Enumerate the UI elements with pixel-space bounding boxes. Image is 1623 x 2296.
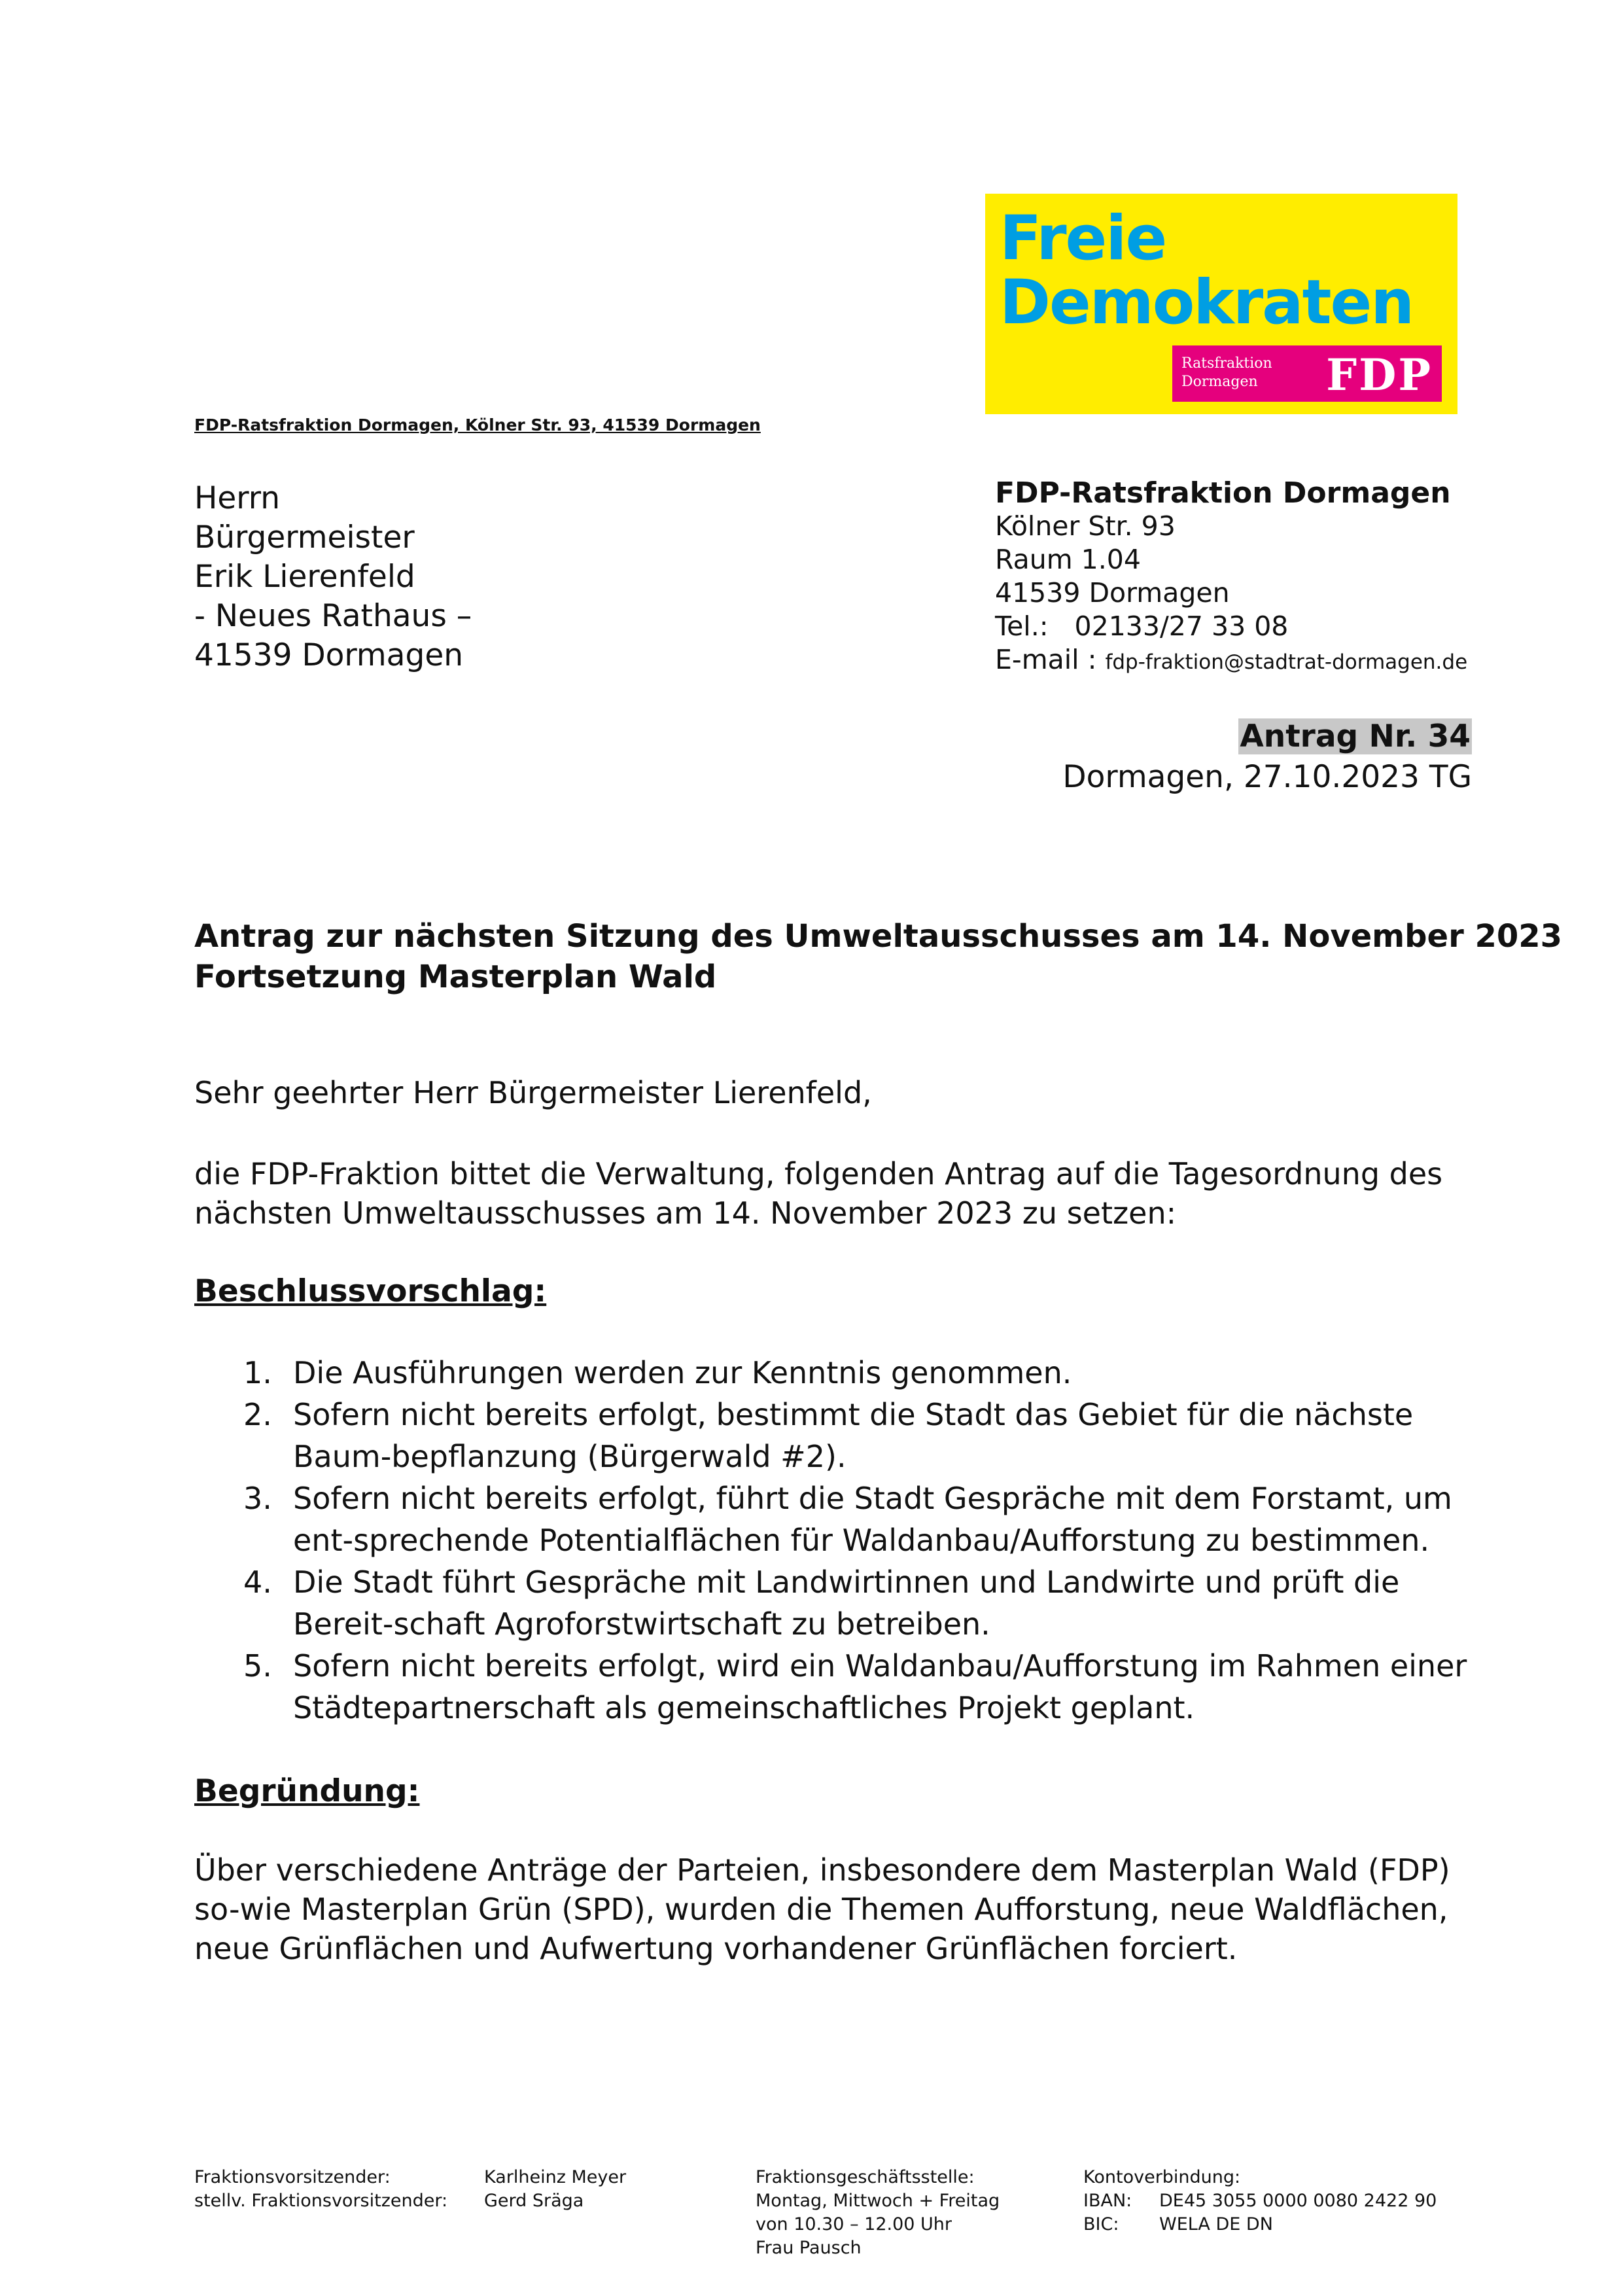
item-text: Sofern nicht bereits erfolgt, führt die Stadt Gespräche mit dem Forstamt, um ent-sprechende Potentialflächen für Waldanbau/Aufforstung zu bestimmen.	[293, 1481, 1452, 1558]
email-address: fdp-fraktion@stadtrat-dormagen.de	[1105, 650, 1468, 674]
return-org: FDP-Ratsfraktion Dormagen	[995, 476, 1451, 510]
return-email	[995, 643, 1467, 679]
item-number: 1.	[243, 1355, 272, 1390]
return-street: Kölner Str. 93	[995, 510, 1176, 542]
reason-paragraph: Über verschiedene Anträge der Parteien, insbesondere dem Masterplan Wald (FDP) so-wie Masterplan Grün (SPD), wurden die Themen Aufforstung, neue Waldflächen, neue Grünflächen und Aufwertung vorhandener Grünflächen forciert.	[194, 1852, 1450, 1966]
footer-chair-labels: Fraktionsvorsitzender: stellv. Fraktionsvorsitzender:	[194, 2167, 448, 2211]
footer-chair-names: Karlheinz Meyer Gerd Sräga	[484, 2167, 627, 2211]
recipient-address	[194, 479, 472, 675]
antrag-number: Antrag Nr. 34	[1240, 718, 1471, 754]
footer-bank: Kontoverbindung: IBAN: DE45 3055 0000 0080 2422 90 BIC: WELA DE DN	[1083, 2166, 1437, 2236]
logo-subtext: Ratsfraktion Dormagen	[1181, 355, 1272, 390]
logo-fdp-mark: FDP	[1326, 349, 1433, 400]
list-item	[243, 1394, 1473, 1477]
subject	[194, 916, 1562, 997]
recipient-line: Erik Lierenfeld	[194, 559, 415, 595]
list-item	[243, 1477, 1473, 1561]
tel-label: Tel.:	[995, 610, 1049, 642]
list-item	[243, 1561, 1473, 1645]
item-number: 2.	[243, 1397, 272, 1432]
list-item	[243, 1645, 1473, 1729]
email-label: E-mail :	[995, 644, 1097, 675]
intro-paragraph: die FDP-Fraktion bittet die Verwaltung, folgenden Antrag auf die Tagesordnung des nächsten Umweltausschusses am 14. November 2023 zu setzen:	[194, 1156, 1443, 1231]
item-text: Sofern nicht bereits erfolgt, wird ein Waldanbau/Aufforstung im Rahmen einer Städtepartnerschaft als gemeinschaftliches Projekt geplant.	[293, 1648, 1467, 1725]
item-number: 5.	[243, 1648, 272, 1684]
item-number: 3.	[243, 1481, 272, 1516]
subject-line: Antrag zur nächsten Sitzung des Umweltausschusses am 14. November 2023	[194, 918, 1563, 955]
recipient-line: Bürgermeister	[194, 520, 415, 556]
item-text: Die Stadt führt Gespräche mit Landwirtinnen und Landwirte und prüft die Bereit-schaft Agroforstwirtschaft zu betreiben.	[293, 1564, 1400, 1642]
return-city: 41539 Dormagen	[995, 577, 1230, 609]
logo-text-demokraten: Demokraten	[1000, 267, 1414, 338]
return-room: Raum 1.04	[995, 544, 1141, 575]
bic-value: WELA DE DN	[1159, 2214, 1273, 2234]
recipient-line: 41539 Dormagen	[194, 637, 464, 673]
return-address	[995, 476, 1467, 679]
date-line: Dormagen, 27.10.2023 TG	[1062, 759, 1472, 795]
proposal-list	[243, 1352, 1473, 1729]
footer-office: Fraktionsgeschäftsstelle: Montag, Mittwoch + Freitag von 10.30 – 12.00 Uhr Frau Pausch	[756, 2167, 1000, 2258]
sender-line: FDP-Ratsfraktion Dormagen, Kölner Str. 93, 41539 Dormagen	[194, 415, 761, 434]
subject-line: Fortsetzung Masterplan Wald	[194, 959, 717, 995]
beschluss-heading: Beschlussvorschlag:	[194, 1273, 547, 1309]
salutation: Sehr geehrter Herr Bürgermeister Lierenfeld,	[194, 1075, 872, 1110]
item-text: Die Ausführungen werden zur Kenntnis genommen.	[293, 1355, 1072, 1390]
logo-text-freie: Freie	[1000, 203, 1166, 274]
tel-number: 02133/27 33 08	[1074, 610, 1289, 642]
recipient-line: - Neues Rathaus –	[194, 598, 472, 634]
item-text: Sofern nicht bereits erfolgt, bestimmt die Stadt das Gebiet für die nächste Baum-bepflanzung (Bürgerwald #2).	[293, 1397, 1414, 1474]
logo-fdp-box	[1172, 345, 1442, 402]
begruendung-heading: Begründung:	[194, 1773, 420, 1809]
iban-value: DE45 3055 0000 0080 2422 90	[1159, 2191, 1437, 2211]
item-number: 4.	[243, 1564, 272, 1600]
list-item	[243, 1352, 1473, 1394]
return-tel	[995, 610, 1467, 643]
recipient-line: Herrn	[194, 480, 281, 516]
fdp-logo	[985, 194, 1457, 414]
